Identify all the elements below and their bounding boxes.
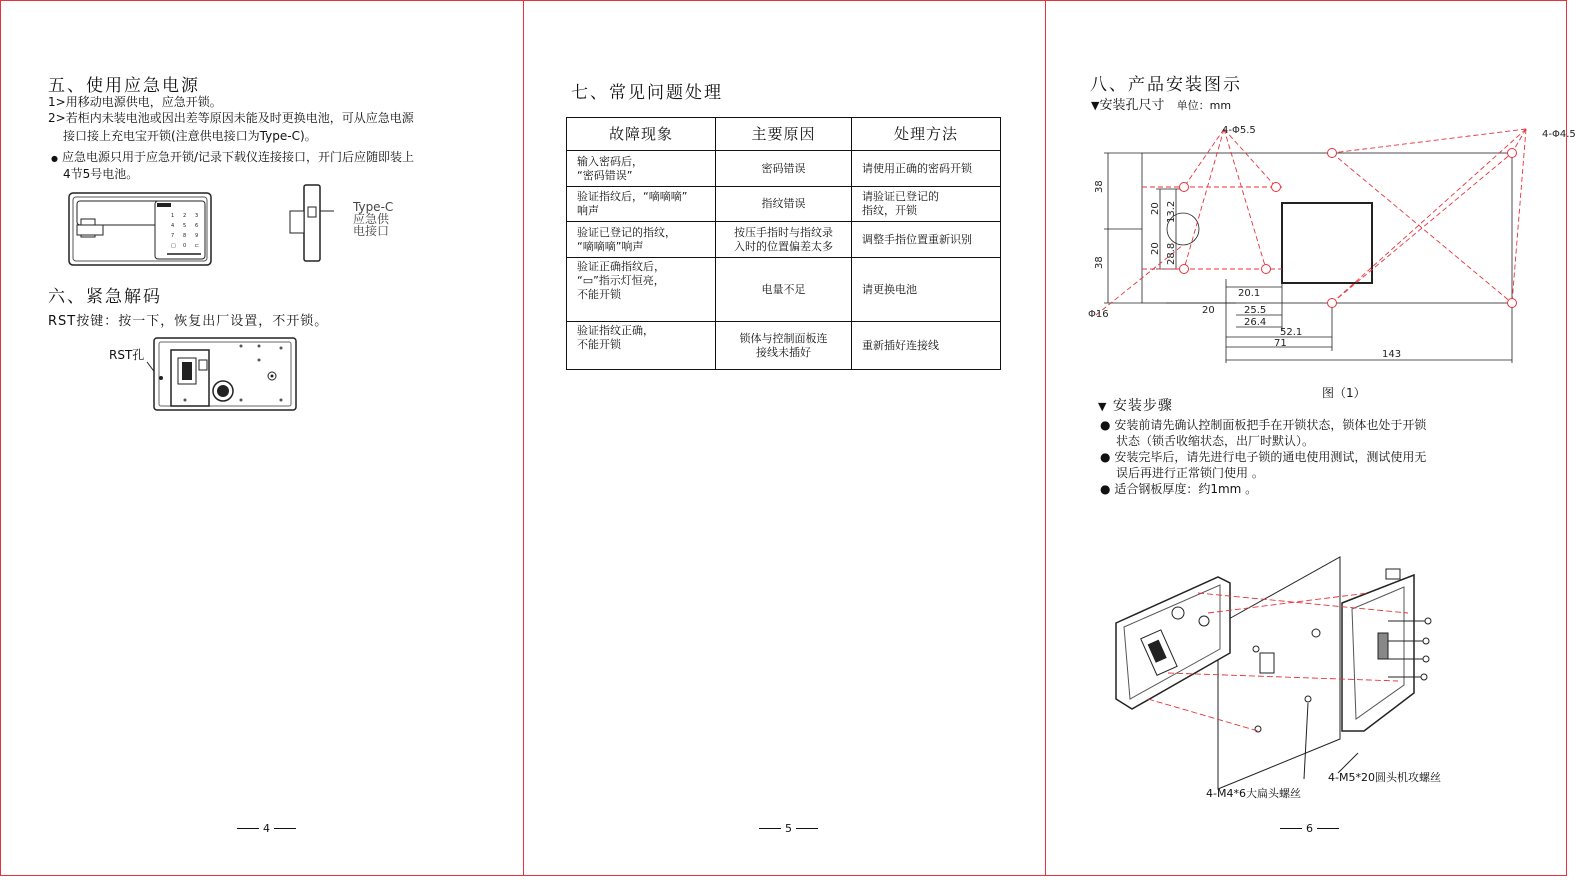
faq-cause: 电量不足 bbox=[716, 258, 852, 322]
bullet-icon: ● bbox=[1100, 418, 1111, 432]
step-3: ● 适合钢板厚度：约1mm 。 bbox=[1100, 482, 1258, 496]
dim-hole-small: 4-Φ5.5 bbox=[1222, 125, 1256, 136]
hole-size-heading bbox=[1091, 94, 1231, 113]
page-number-4: 4 bbox=[237, 822, 296, 835]
steps-title: 安装步骤 bbox=[1112, 398, 1173, 414]
typec-label-1: Type-C bbox=[353, 200, 394, 214]
section-6-text: RST按键：按一下，恢复出厂设置，不开锁。 bbox=[48, 314, 329, 329]
section-5-note-b: 4节5号电池。 bbox=[63, 167, 139, 181]
screw-label-m5: 4-M5*20圆头机攻螺丝 bbox=[1328, 771, 1441, 784]
hole-size-title: 安装孔尺寸 bbox=[1099, 98, 1165, 113]
dim-13-2: 13.2 bbox=[1166, 200, 1177, 223]
dim-52-1: 52.1 bbox=[1280, 327, 1303, 338]
svg-text:7: 7 bbox=[171, 233, 175, 239]
steps-heading bbox=[1098, 395, 1173, 415]
section-5-line-1: 1>用移动电源供电，应急开锁。 bbox=[48, 95, 222, 109]
rst-illustration bbox=[141, 336, 301, 414]
faq-table bbox=[566, 117, 1001, 370]
triangle-down-icon: ▼ bbox=[1091, 99, 1100, 112]
faq-symptom: 验证指纹后，“嘀嘀嘀” 响声 bbox=[567, 187, 716, 222]
triangle-down-icon: ▼ bbox=[1098, 400, 1108, 413]
faq-fix: 调整手指位置重新识别 bbox=[852, 222, 1001, 258]
faq-header-cause: 主要原因 bbox=[716, 118, 852, 151]
typec-label-3: 电接口 bbox=[353, 224, 390, 238]
lock-side-illustration bbox=[286, 183, 334, 263]
dim-38b: 38 bbox=[1094, 256, 1105, 269]
dim-38a: 38 bbox=[1094, 180, 1105, 193]
svg-text:8: 8 bbox=[183, 233, 187, 239]
faq-symptom: 验证指纹正确， 不能开锁 bbox=[567, 322, 716, 370]
unit-label: 单位：mm bbox=[1176, 99, 1232, 112]
dim-phi16: Φ16 bbox=[1088, 309, 1109, 320]
installation-exploded-illustration bbox=[1108, 553, 1498, 803]
svg-text:6: 6 bbox=[195, 223, 199, 229]
page-5 bbox=[523, 0, 1046, 876]
dim-143: 143 bbox=[1382, 349, 1402, 360]
table-row bbox=[567, 151, 1001, 187]
svg-text:□: □ bbox=[171, 243, 176, 249]
faq-fix: 重新插好连接线 bbox=[852, 322, 1001, 370]
step-2: ● 安装完毕后，请先进行电子锁的通电使用测试，测试使用无 bbox=[1100, 450, 1427, 464]
svg-text:5: 5 bbox=[183, 223, 187, 229]
bullet-icon: ● bbox=[51, 154, 58, 163]
faq-fix: 请使用正确的密码开锁 bbox=[852, 151, 1001, 187]
page-4 bbox=[0, 0, 524, 876]
table-row bbox=[567, 322, 1001, 370]
faq-fix: 请验证已登记的 指纹，开锁 bbox=[852, 187, 1001, 222]
page-number-6: 6 bbox=[1280, 822, 1339, 835]
svg-text:1: 1 bbox=[171, 213, 175, 219]
dim-25-5: 25.5 bbox=[1244, 305, 1267, 316]
page-6 bbox=[1045, 0, 1576, 876]
svg-text:3: 3 bbox=[195, 213, 199, 219]
typec-label-2: 应急供 bbox=[353, 212, 390, 226]
figure-caption: 图（1） bbox=[1322, 386, 1366, 400]
steps-list bbox=[1100, 417, 1426, 497]
section-7-title: 七、常见问题处理 bbox=[571, 83, 723, 103]
table-row bbox=[567, 222, 1001, 258]
bullet-icon: ● bbox=[1100, 482, 1111, 496]
faq-cause: 指纹错误 bbox=[716, 187, 852, 222]
step-2-cont: 误后再进行正常锁门使用 。 bbox=[1116, 466, 1264, 480]
page-number-5: 5 bbox=[759, 822, 818, 835]
faq-symptom: 输入密码后， “密码错误” bbox=[567, 151, 716, 187]
table-row bbox=[567, 258, 1001, 322]
section-5-note-a: ● 应急电源只用于应急开锁/记录下载仪连接接口，开门后应随即装上 bbox=[51, 150, 415, 164]
dim-20a: 20 bbox=[1150, 202, 1161, 215]
faq-cause: 按压手指时与指纹录 入时的位置偏差太多 bbox=[716, 222, 852, 258]
faq-cause: 密码错误 bbox=[716, 151, 852, 187]
dim-20c: 20 bbox=[1202, 305, 1215, 316]
rst-label: RST孔 bbox=[109, 348, 145, 362]
svg-text:9: 9 bbox=[195, 233, 199, 239]
dim-26-4: 26.4 bbox=[1244, 317, 1267, 328]
step-1-cont: 状态（锁舌收缩状态，出厂时默认）。 bbox=[1116, 434, 1315, 448]
faq-header-symptom: 故障现象 bbox=[567, 118, 716, 151]
typec-label bbox=[353, 201, 393, 237]
svg-text:⊏: ⊏ bbox=[195, 243, 200, 249]
svg-text:4: 4 bbox=[171, 223, 175, 229]
dim-28-8: 28.8 bbox=[1166, 242, 1177, 265]
faq-symptom: 验证正确指纹后， “▭”指示灯恒亮， 不能开锁 bbox=[567, 258, 716, 322]
section-5-line-2b: 接口接上充电宝开锁(注意供电接口为Type-C)。 bbox=[63, 129, 317, 143]
faq-header-fix: 处理方法 bbox=[852, 118, 1001, 151]
lock-front-illustration bbox=[67, 191, 215, 267]
faq-symptom: 验证已登记的指纹， “嘀嘀嘀”响声 bbox=[567, 222, 716, 258]
bullet-icon: ● bbox=[1100, 450, 1111, 464]
faq-header-row bbox=[567, 118, 1001, 151]
svg-text:0: 0 bbox=[183, 243, 187, 249]
dim-71: 71 bbox=[1274, 338, 1287, 349]
section-5-line-2a: 2>若柜内未装电池或因出差等原因未能及时更换电池，可从应急电源 bbox=[48, 111, 414, 125]
step-1: ● 安装前请先确认控制面板把手在开锁状态，锁体也处于开锁 bbox=[1100, 418, 1427, 432]
table-row bbox=[567, 187, 1001, 222]
screw-label-m4: 4-M4*6大扁头螺丝 bbox=[1206, 787, 1301, 800]
section-6-title: 六、紧急解码 bbox=[48, 287, 162, 307]
dim-20-1: 20.1 bbox=[1238, 288, 1261, 299]
dim-20b: 20 bbox=[1150, 242, 1161, 255]
section-5-title: 五、使用应急电源 bbox=[48, 76, 200, 96]
section-8-title: 八、产品安装图示 bbox=[1090, 75, 1242, 95]
svg-text:2: 2 bbox=[183, 213, 187, 219]
dim-hole-large: 4-Φ4.5 bbox=[1542, 129, 1576, 140]
faq-cause: 锁体与控制面板连 接线未插好 bbox=[716, 322, 852, 370]
faq-fix: 请更换电池 bbox=[852, 258, 1001, 322]
hole-dimension-drawing bbox=[1086, 119, 1576, 389]
